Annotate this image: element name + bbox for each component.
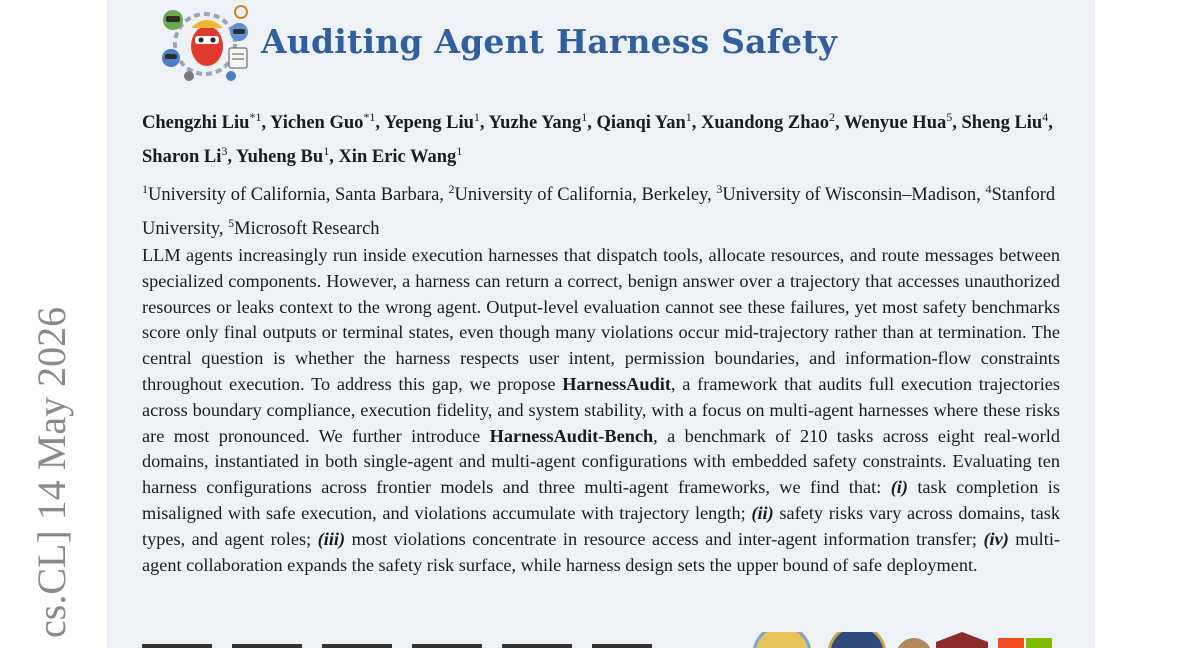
affiliation-marker: 4 bbox=[985, 182, 992, 196]
author-name: Yepeng Liu bbox=[383, 113, 474, 134]
arxiv-margin-stamp: cs.CL] 14 May 2026 bbox=[28, 306, 74, 638]
affiliation-name: University of California, Santa Barbara bbox=[148, 185, 440, 206]
author-affiliation-marker: 1 bbox=[581, 110, 588, 124]
author-name: Xuandong Zhao bbox=[701, 113, 830, 134]
abstract-segment: LLM agents increasingly run inside execution harnesses that dispatch tools, allocate resources, and route messages between specialized components. However, a harness can return a correct, benign answer over a trajectory that accesses unauthorized resources or leaks context to the wrong agent. Output-level evaluation cannot see these failures, yet most safety benchmarks score only final outputs or terminal states, even though many violations occur mid-trajectory rather than at termination. The central question is whether the harness respects user intent, permission boundaries, and information-flow constraints throughout execution. To address this gap, we propose bbox=[142, 245, 1060, 394]
author-affiliation-marker: 1 bbox=[685, 110, 692, 124]
agent-mascot-logo-icon bbox=[155, 2, 255, 82]
abstract-segment: , a framework that audits full execution trajectories across boundary compliance, execution fidelity, and system stability, with a focus on multi-agent harnesses where these risks are most pronounced. We further introduce bbox=[142, 373, 1061, 446]
abstract-text bbox=[142, 243, 1060, 578]
author-name: Xin Eric Wang bbox=[338, 147, 457, 168]
abstract-finding-marker: (i) bbox=[890, 477, 908, 498]
affiliation-name: Microsoft Research bbox=[234, 219, 380, 240]
author-affiliation-marker: 3 bbox=[221, 144, 228, 159]
author-affiliation-marker: *1 bbox=[249, 110, 262, 124]
abstract-segment: , a benchmark of 210 tasks across eight real-world domains, instantiated in both single-agent and multi-agent configurations with embedded safety constraints. Evaluating ten harness configurations across frontier models and three multi-agent frameworks, we find that: bbox=[142, 425, 1060, 498]
author-name: Sharon Li bbox=[142, 147, 222, 168]
author-name: Qianqi Yan bbox=[596, 113, 686, 134]
author-affiliation-marker: 1 bbox=[323, 144, 330, 159]
affiliation-name: University of Wisconsin–Madison bbox=[722, 185, 977, 206]
abstract-segment: safety risks vary across domains, task types, and agent roles; bbox=[142, 502, 1060, 549]
author-affiliation-marker: 4 bbox=[1042, 110, 1049, 124]
paper-title: Auditing Agent Harness Safety bbox=[261, 22, 838, 61]
abstract-finding-marker: (iv) bbox=[983, 528, 1009, 549]
author-name: Yuzhe Yang bbox=[488, 113, 582, 134]
author-name: Chengzhi Liu bbox=[142, 113, 250, 134]
author-name: Yuheng Bu bbox=[235, 147, 324, 168]
author-affiliation-marker: *1 bbox=[363, 110, 376, 124]
author-name: Sheng Liu bbox=[961, 113, 1043, 134]
abstract-segment: task completion is misaligned with safe execution, and violations accumulate with trajectory length; bbox=[142, 477, 1060, 523]
author-name: Wenyue Hua bbox=[843, 113, 947, 134]
author-name: Yichen Guo bbox=[270, 113, 364, 134]
abstract-bold-term: HarnessAudit-Bench bbox=[489, 425, 654, 446]
correspondence-line bbox=[142, 636, 742, 648]
abstract-finding-marker: (ii) bbox=[751, 502, 774, 523]
abstract-finding-marker: (iii) bbox=[317, 528, 346, 549]
affiliation-marker: 3 bbox=[716, 182, 723, 196]
paper-page bbox=[107, 0, 1095, 648]
institution-logo-row-icon bbox=[752, 632, 1052, 648]
affiliation-marker: 1 bbox=[142, 182, 148, 196]
author-affiliation-marker: 1 bbox=[456, 144, 463, 159]
author-affiliation-marker: 1 bbox=[473, 110, 480, 124]
affiliation-list: $^1$University of California, Santa Barbara, $^2$University of California, Berkeley, $^3$University of Wisconsin–Madison, $^4$Stanford University, $^5$Microsoft Research bbox=[142, 182, 1056, 240]
author-list: Chengzhi Liu$^{*1}$, Yichen Guo$^{*1}$, Yepeng Liu$^1$, Yuzhe Yang$^1$, Qianqi Yan$^1$, Xuandong Zhao$^2$, Wenyue Hua$^5$, Sheng Liu$^4$, Sharon Li$^3$, Yuheng Bu$^1$, Xin Eric Wang$^1$ bbox=[142, 110, 1053, 168]
author-affiliation-marker: 5 bbox=[946, 110, 953, 124]
affiliation-marker: 2 bbox=[448, 182, 455, 196]
affiliation-name: Stanford University bbox=[142, 185, 1056, 240]
affiliation-marker: 5 bbox=[228, 216, 235, 231]
abstract-segment: multi-agent collaboration expands the safety risk surface, while harness design sets the upper bound of safe deployment. bbox=[142, 528, 1060, 575]
author-affiliation-marker: 2 bbox=[829, 110, 836, 124]
affiliation-name: University of California, Berkeley bbox=[454, 185, 708, 206]
abstract-bold-term: HarnessAudit bbox=[562, 373, 671, 394]
abstract-segment: most violations concentrate in resource access and inter-agent information transfer; bbox=[345, 528, 984, 549]
